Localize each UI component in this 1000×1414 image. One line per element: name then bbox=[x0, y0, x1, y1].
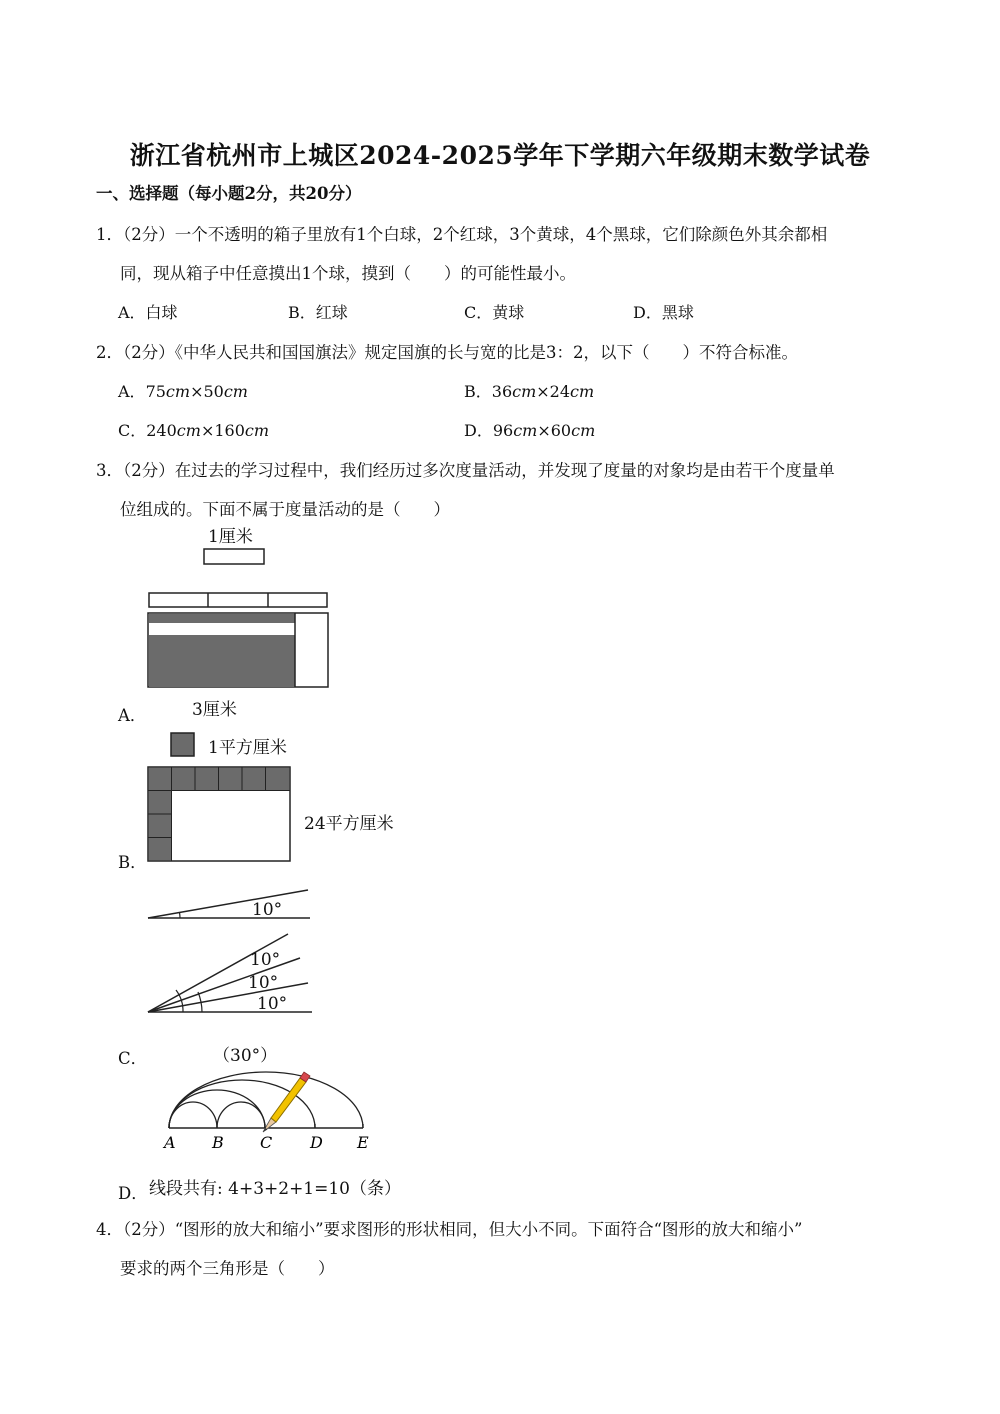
fig-a-shaded-block bbox=[149, 635, 295, 687]
fig-d-point-c: C bbox=[260, 1133, 273, 1152]
fig-a-unit-label: 1厘米 bbox=[208, 527, 253, 547]
q2-option-d-unit-1: cm bbox=[513, 421, 538, 440]
q2-option-c bbox=[118, 418, 269, 441]
question-2-line-1: 2．（2分）《中华人民共和国国旗法》规定国旗的长与宽的比是3：2，以下（ ）不符合标准。 bbox=[96, 343, 798, 362]
fig-c-angle-label-1: 10° bbox=[250, 950, 281, 970]
fig-d-caption: 线段共有: 4+3+2+1=10（条） bbox=[149, 1179, 402, 1199]
question-3-line-1: 3．（2分）在过去的学习过程中，我们经历过多次度量活动，并发现了度量的对象均是由若干个度量单 bbox=[96, 461, 835, 480]
fig-d-point-b: B bbox=[212, 1133, 224, 1152]
fig-b-left-column bbox=[148, 791, 172, 862]
page-title: 浙江省杭州市上城区2024-2025学年下学期六年级期末数学试卷 bbox=[129, 141, 871, 170]
fig-b-top-row bbox=[148, 767, 290, 791]
q1-option-c: C．黄球 bbox=[464, 303, 525, 322]
fig-c-single-ray bbox=[148, 890, 308, 918]
q2-option-d-times: × bbox=[537, 421, 551, 440]
q2-option-c-times: × bbox=[200, 421, 215, 440]
q2-option-d-width: 60 bbox=[550, 421, 572, 440]
q2-option-c-unit-1: cm bbox=[176, 421, 201, 440]
q2-option-b-unit-2: cm bbox=[570, 382, 595, 401]
fig-a-shaded-strip bbox=[149, 614, 295, 623]
q2-option-b-width: 24 bbox=[549, 382, 571, 401]
q2-option-d-unit-2: cm bbox=[571, 421, 596, 440]
fig-c-single-arc bbox=[180, 913, 181, 919]
fig-d-arc-bc bbox=[217, 1102, 265, 1128]
q2-option-d-label: D． bbox=[464, 421, 493, 440]
question-4-line-2: 要求的两个三角形是（ ） bbox=[120, 1259, 335, 1278]
fig-c-angle-label-3: 10° bbox=[257, 994, 288, 1014]
question-1-line-2: 同，现从箱子中任意摸出1个球，摸到（ ）的可能性最小。 bbox=[120, 264, 576, 283]
fig-b-unit-square-shape bbox=[171, 733, 194, 756]
q2-option-c-length: 240 bbox=[146, 421, 177, 440]
fig-a-unit-bar bbox=[204, 549, 264, 564]
fig-c-angle-diagram bbox=[140, 884, 340, 1024]
q2-option-b-length: 36 bbox=[491, 382, 513, 401]
section-heading: 一、选择题（每小题2分，共20分） bbox=[96, 184, 362, 203]
fig-c-total-label: （30°） bbox=[213, 1046, 278, 1066]
fig-c-angle-label-top: 10° bbox=[252, 900, 283, 920]
q3-option-c-label: C． bbox=[118, 1049, 148, 1068]
q2-option-a-unit-1: cm bbox=[165, 382, 191, 401]
q1-option-d: D．黑球 bbox=[633, 303, 694, 322]
q2-option-b-times: × bbox=[536, 382, 550, 401]
q1-option-b: B．红球 bbox=[288, 303, 348, 322]
q2-option-a-label: A． bbox=[118, 382, 146, 401]
q2-option-b-label: B． bbox=[464, 382, 492, 401]
q3-option-b-label: B． bbox=[118, 853, 147, 872]
q3-option-d-label: D． bbox=[118, 1184, 148, 1203]
q2-option-c-label: C． bbox=[118, 421, 147, 440]
q2-option-b-unit-1: cm bbox=[512, 382, 537, 401]
fig-d-segment-diagram bbox=[150, 1066, 390, 1156]
q2-option-a-length: 75 bbox=[145, 382, 166, 401]
q2-option-a-width: 50 bbox=[203, 382, 224, 401]
fig-d-point-a: A bbox=[164, 1133, 176, 1152]
q2-option-a-unit-2: cm bbox=[223, 382, 248, 401]
q2-option-c-unit-2: cm bbox=[244, 421, 270, 440]
q2-option-d bbox=[464, 418, 595, 441]
q2-option-c-width: 160 bbox=[214, 421, 245, 440]
q2-option-d-length: 96 bbox=[492, 421, 514, 440]
q3-option-a-label: A． bbox=[118, 706, 147, 725]
q2-option-b bbox=[464, 379, 594, 402]
fig-b-area-diagram bbox=[146, 766, 296, 866]
question-4-line-1: 4．（2分）“图形的放大和缩小”要求图形的形状相同，但大小不同。下面符合“图形的放大和缩小” bbox=[96, 1220, 803, 1239]
fig-b-total-label: 24平方厘米 bbox=[304, 814, 394, 834]
q1-option-a: A．白球 bbox=[118, 303, 178, 322]
fig-d-arc-ae bbox=[169, 1072, 363, 1128]
fig-d-point-e: E bbox=[357, 1133, 369, 1152]
q2-option-a bbox=[118, 379, 248, 402]
fig-c-angle-label-2: 10° bbox=[248, 973, 279, 993]
fig-d-point-d: D bbox=[310, 1133, 323, 1152]
q2-option-a-times: × bbox=[190, 382, 204, 401]
question-3-line-2: 位组成的。下面不属于度量活动的是（ ） bbox=[120, 500, 450, 519]
fig-b-unit-label: 1平方厘米 bbox=[208, 738, 287, 758]
fig-a-length-diagram bbox=[140, 545, 340, 695]
fig-a-total-label: 3厘米 bbox=[192, 700, 237, 720]
question-1-line-1: 1．（2分）一个不透明的箱子里放有1个白球，2个红球，3个黄球，4个黑球，它们除颜色外其余都相 bbox=[96, 225, 828, 244]
fig-b-unit-square bbox=[170, 732, 200, 762]
fig-a-segment-bar bbox=[149, 593, 327, 607]
